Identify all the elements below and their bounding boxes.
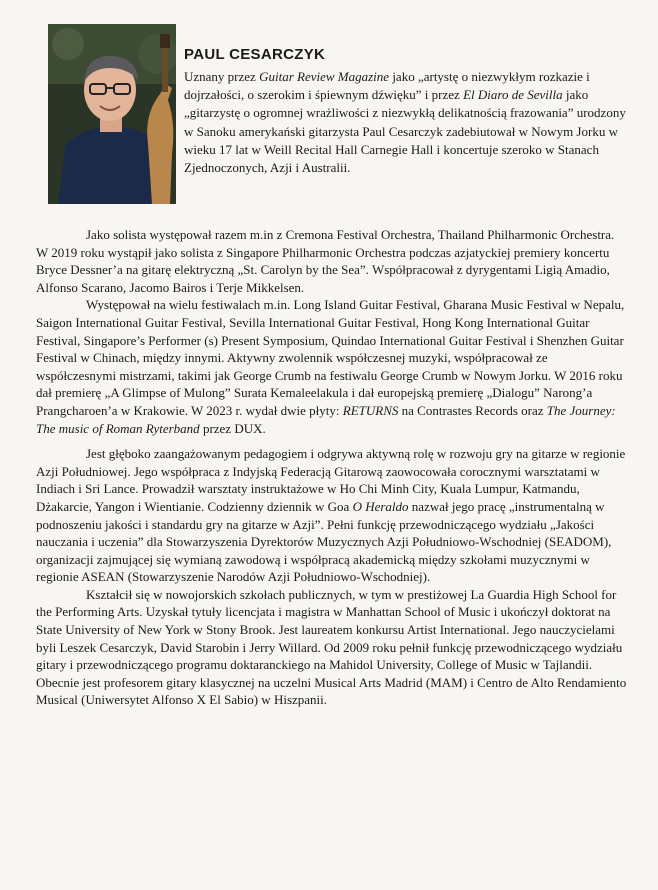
pedagogy-text-1: Jest głęboko zaangażowanym pedagogiem i odgrywa aktywną rolę w rozwoju gry na gitarze w regionie Azji Południowej. Jego współpraca z Indyjską Federacją Gitarową zaowocowała corocznymi warsztatami w Indiach i Sri Lance. Prowadził warsztaty instruktażowe w Ho Chi Minh City, Kuala Lumpur, Katmandu, Dżakarcie, Yangon i Wientianie. Codzienny dziennik w Goa [36, 446, 626, 514]
album-journey-title: The Journey: The music of Roman Ryterband [36, 402, 616, 436]
newspaper-oheraldo-title: O Heraldo [352, 498, 409, 514]
album-returns-title: RETURNS [342, 402, 399, 418]
festivals-text-3: przez DUX. [199, 420, 266, 436]
intro-text-3: jako „gitarzystę o ogromnej wrażliwości z niezwykłą delikatnością frazowania” urodzony w Sanoku amerykański gitarzysta Paul Cesarczyk zadebiutował w Nowym Jorku w wieku 17 lat w Weill Recital Hall Carnegie Hall i koncertuje szeroko w Stanach Zjednoczonych, Azji i Australii. [184, 87, 626, 176]
intro-text-2: jako „artystę o niezwykłym rozkazie i dojrzałości, o szerokim i śpiewnym dźwięku” i przez [184, 69, 590, 103]
portrait-image [48, 24, 176, 204]
body-text [36, 226, 634, 709]
portrait-photo [48, 24, 176, 204]
intro-text-1: Uznany przez [184, 69, 260, 84]
paragraph-pedagogy [36, 445, 628, 586]
header-section [36, 20, 634, 200]
intro-magazine-title: Guitar Review Magazine [259, 69, 390, 84]
paragraph-education: Kształcił się w nowojorskich szkołach publicznych, w tym w prestiżowej La Guardia High School for the Performing Arts. Uzyskał tytuły licencjata i magistra w Manhattan School of Music i ukończył doktorat na State University of New York w Stony Brook. Jest laureatem konkursu Artist International. Jego nauczycielami byli Leszek Cesarczyk, David Starobin i Jerry Willard. Od 2009 roku pełnił funkcję przewodniczącego wydziału gitary i przewodniczącego programu doktaranckiego na Mahidol University, College of Music w Tajlandii. Obecnie jest profesorem gitary klasycznej na uczelni Musical Arts Madrid (MAM) i Centro de Alto Rendamiento Musical (Uniwersytet Alfonso X El Sabio) w Hiszpanii. [36, 586, 627, 708]
intro-newspaper-title: El Diaro de Sevilla [463, 87, 563, 103]
person-name: PAUL CESARCZYK [184, 46, 326, 63]
paragraph-festivals [36, 296, 628, 437]
festivals-text-1: Występował na wielu festiwalach m.in. Long Island Guitar Festival, Gharana Music Festival w Nepalu, Saigon International Guitar Festival, Sevilla International Guitar Festival, Hong Kong International Guitar Festival, Singapore’s Performer (s) Present Symposium, Quindao International Guitar Festival i Shenzhen Guitar Festival w Chinach, między innymi. Aktywny zwolennik współczesnej muzyki, współpracował ze współczesnymi mistrzami, takimi jak George Crumb na festiwalu George Crumb w Nowym Jorku. W 2016 roku dał premierę „A Glimpse of Mulong” Surata Kemaleelakula i dał europejską premierę „Dialogu” Narong’a Prangcharoen’a w Krakowie. W 2023 r. wydał dwie płyty: [36, 297, 625, 418]
name-and-intro [184, 46, 634, 177]
paragraph-soloist: Jako solista występował razem m.in z Cremona Festival Orchestra, Thailand Philharmonic Orchestra. W 2019 roku wystąpił jako solista z Singapore Philharmonic Orchestra podczas azjatyckiej premiery koncertu Bryce Dessner’a na gitarę elektryczną „St. Carolyn by the Sea”. Współpracował z dyrygentami Ligią Amadio, Alfonso Scarano, Jacomo Bairos i Terje Mikkelsen. [36, 227, 615, 295]
pedagogy-text-2: nazwał jego pracę „instrumentalną w podnoszeniu jakości i standardu gry na gitarze w Azji”. Pełni funkcję przewodniczącego wydziału „Jakości nauczania i uczenia” dla Stowarzyszenia Dyrektorów Muzycznych Azji Południowo-Wschodniej (SEADOM), organizacji zajmującej się wymianą zawodową i współpracą akademicką między szkołami muzycznymi w regionie ASEAN (Stowarzyszenie Narodów Azji Południowo-Wschodniej). [36, 498, 612, 585]
festivals-text-2: na Contrastes Records oraz [398, 402, 547, 418]
intro-paragraph [184, 68, 634, 177]
